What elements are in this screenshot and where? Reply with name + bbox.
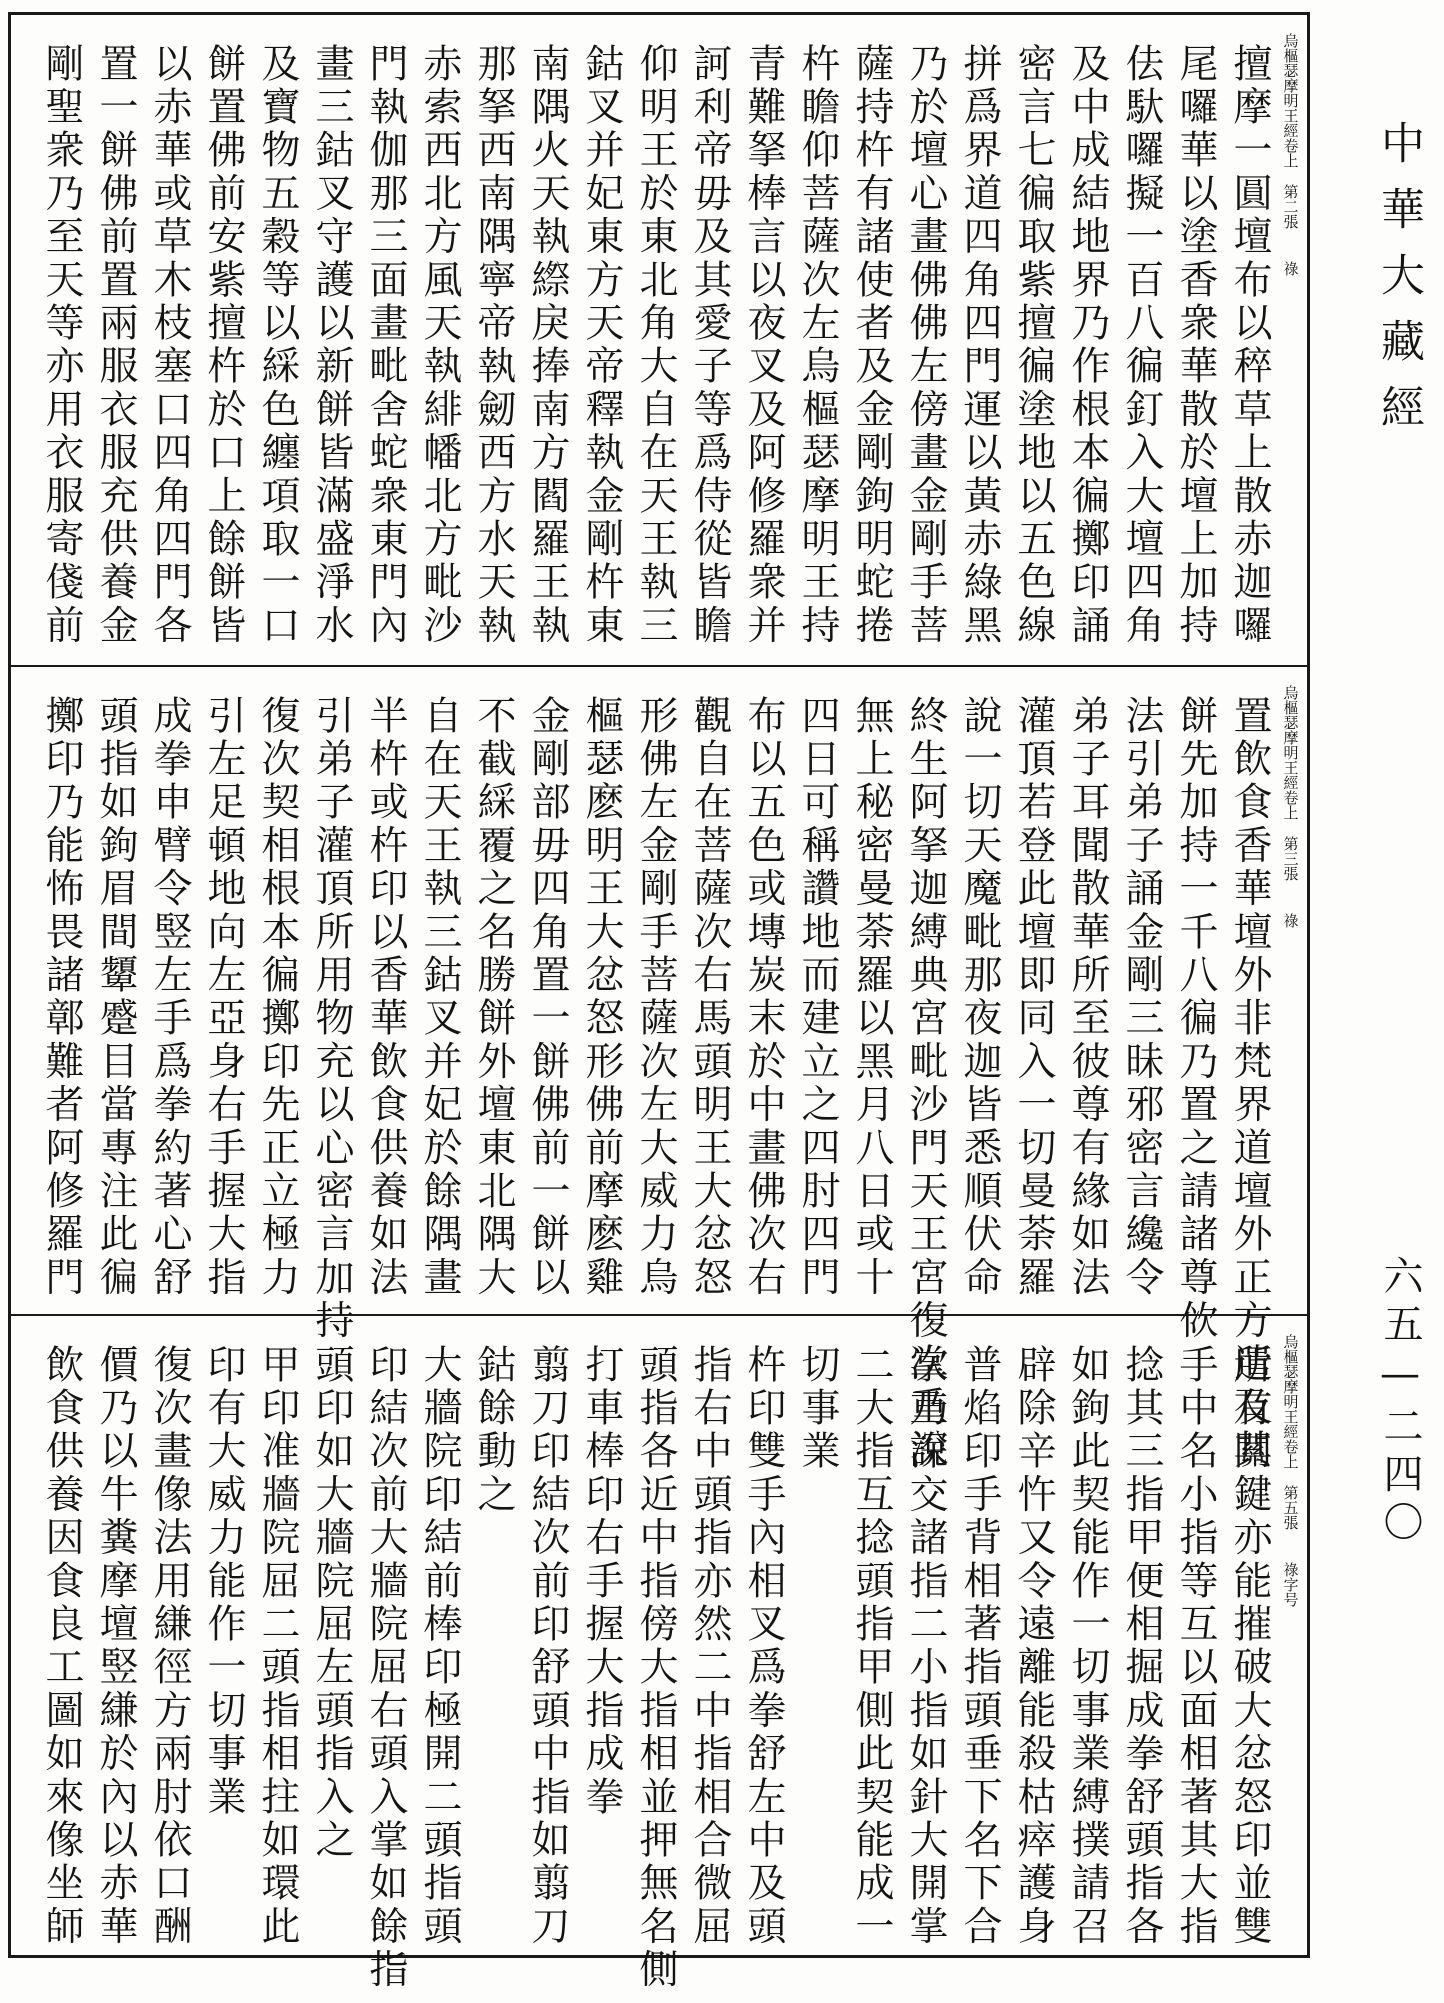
text-column: 門執伽那三面畫毗舍蛇衆東門內 (363, 43, 408, 648)
text-column: 四日可稱讚地而建立之四肘四門 (795, 695, 840, 1300)
text-column: 價乃以牛糞摩壇竪縑於內以赤華 (93, 1344, 138, 1949)
text-column: 飲食供養因食良工圖如來像坐師 (39, 1344, 84, 1949)
text-column: 觀自在菩薩次右馬頭明王大忿怒 (687, 695, 732, 1300)
panel-header-title: 烏樞瑟摩明王經卷上 (1281, 685, 1300, 820)
text-column: 赤索西北方風天執緋幡北方毗沙 (417, 43, 462, 648)
text-column: 薩持杵有諸使者及金剛鉤明蛇捲 (849, 43, 894, 648)
page-frame (8, 12, 1310, 1992)
text-column: 尾囉華以塗香衆華散於壇上加持 (1173, 43, 1218, 648)
text-column: 杵瞻仰菩薩次左烏樞瑟摩明王持 (795, 43, 840, 648)
scripture-title: 中華大藏經 (1373, 120, 1424, 450)
text-column: 大牆院印結前棒印極開二頭指頭 (417, 1344, 462, 1949)
text-column: 灌頂若登此壇即同入一切曼荼羅 (1011, 695, 1056, 1300)
text-column: 訶利帝毋及其愛子等爲侍從皆瞻 (687, 43, 732, 648)
text-column: 金剛部毋四角置一餅佛前一餅以 (525, 695, 570, 1300)
panel-header-mark: 祿 (1281, 261, 1300, 276)
text-column: 剛聖衆乃至天等亦用衣服寄俴前 (39, 43, 84, 648)
text-column: 法引弟子誦金剛三昧邪密言纔令 (1119, 695, 1164, 1300)
text-column: 引左足頓地向左亞身右手握大指 (201, 695, 246, 1300)
text-column: 終生阿拏迦縛典宮毗沙門天王宮復次重說 (903, 695, 948, 1473)
text-column: 密言七徧取紫擅徧塗地以五色線 (1011, 43, 1056, 648)
text-column: 所有關鍵亦能摧破大忿怒印並雙 (1227, 1344, 1272, 1949)
text-column: 青難拏棒言以夜叉及阿修羅衆并 (741, 43, 786, 648)
text-column: 說一切天魔毗那夜迦皆悉順伏命 (957, 695, 1002, 1300)
panel-header (1275, 1334, 1305, 1934)
text-column: 餅置佛前安紫擅杵於口上餘餅皆 (201, 43, 246, 648)
text-column: 指右中頭指亦然二中指相合微屈 (687, 1344, 732, 1949)
text-column: 半杵或杵印以香華飲食供養如法 (363, 695, 408, 1300)
text-column: 切事業 (795, 1344, 840, 1474)
text-column: 掌乃深交諸指二小指如針大開掌 (903, 1344, 948, 1949)
text-column: 布以五色或塼炭末於中畫佛次右 (741, 695, 786, 1300)
text-column: 捻其三指甲便相掘成拳舒頭指各 (1119, 1344, 1164, 1949)
text-column: 如鉤此契能作一切事業縛撲請召 (1065, 1344, 1110, 1949)
text-column: 二大指互捻頭指甲側此契能成一 (849, 1344, 894, 1949)
text-column: 及中成結地界乃作根本徧擲印誦 (1065, 43, 1110, 648)
text-column: 甲印准牆院屈二頭指相拄如環此 (255, 1344, 300, 1949)
text-column: 翦刀印結次前印舒頭中指如翦刀 (525, 1344, 570, 1949)
text-column: 不截綵覆之名勝餅外壇東北隅大 (471, 695, 516, 1300)
text-column: 南隅火天執縩戾捧南方閻羅王執 (525, 43, 570, 648)
text-column: 置一餅佛前置兩服衣服充供養金 (93, 43, 138, 648)
text-column: 杵印雙手內相叉爲拳舒左中及頭 (741, 1344, 786, 1949)
text-column: 仰明王於東北角大自在天王執三 (633, 43, 678, 648)
text-column: 引弟子灌頂所用物充以心密言加持 (309, 695, 354, 1343)
text-column: 復次畫像法用縑徑方兩肘依口酬 (147, 1344, 192, 1949)
panel-header-sheet: 第五張 (1281, 1485, 1300, 1530)
text-column: 及寶物五穀等以綵色纏項取一口 (255, 43, 300, 648)
text-column: 鈷叉并妃東方天帝釋執金剛杵東 (579, 43, 624, 648)
panel-bottom (11, 1314, 1307, 1992)
text-column: 無上秘密曼荼羅以黑月八日或十 (849, 695, 894, 1300)
text-column: 印結次前大牆院屈右頭入掌如餘指 (363, 1344, 408, 1992)
text-column: 頭指各近中指傍大指相並押無名側 (633, 1344, 678, 1992)
text-column: 那拏西南隅寧帝執劒西方水天執 (471, 43, 516, 648)
text-columns (39, 43, 1272, 648)
panel-header-sheet: 第三張 (1281, 836, 1300, 881)
text-column: 成拳申臂令竪左手爲拳約著心舒 (147, 695, 192, 1300)
panel-header-title: 烏樞瑟摩明王經卷上 (1281, 1334, 1300, 1469)
panel-header-title: 烏樞瑟摩明王經卷上 (1281, 33, 1300, 168)
text-column: 置飲食香華壇外非梵界道壇外正方遣及其 (1227, 695, 1272, 1473)
text-column: 餅先加持一千八徧乃置之請諸尊佽 (1173, 695, 1218, 1343)
text-columns (39, 1344, 1272, 1992)
text-column: 辟除辛忤又令遠離能殺枯瘁護身 (1011, 1344, 1056, 1949)
text-column: 弟子耳聞散華所至彼尊有緣如法 (1065, 695, 1110, 1300)
text-column: 乃於壇心畫佛佛左傍畫金剛手菩 (903, 43, 948, 648)
panel-header-mark: 祿 (1281, 913, 1300, 928)
panel-header (1275, 685, 1305, 1285)
text-column: 擲印乃能怖畏諸鄣難者阿修羅門 (39, 695, 84, 1300)
panel-top (11, 15, 1307, 665)
text-column: 普焰印手背相著指頭垂下名下合 (957, 1344, 1002, 1949)
text-column: 手中名小指等互以面相著其大指 (1173, 1344, 1218, 1949)
panel-header (1275, 33, 1305, 633)
text-column: 頭印如大牆院屈左頭指入之 (309, 1344, 354, 1863)
text-column: 畫三鈷叉守護以新餅皆滿盛淨水 (309, 43, 354, 648)
text-column: 鈷餘動之 (471, 1344, 516, 1517)
text-column: 拼爲界道四角四門運以黃赤綠黑 (957, 43, 1002, 648)
panel-header-mark: 祿字号 (1281, 1562, 1300, 1607)
page-number: 六五—二四〇 (1377, 1255, 1423, 1549)
text-column: 打車棒印右手握大指成拳 (579, 1344, 624, 1820)
text-column: 形佛左金剛手菩薩次左大威力烏 (633, 695, 678, 1300)
text-column: 印有大威力能作一切事業 (201, 1344, 246, 1820)
text-column: 樞瑟麽明王大忿怒形佛前摩麽雞 (579, 695, 624, 1300)
text-column: 以赤華或草木枝塞口四角四門各 (147, 43, 192, 648)
panel-header-sheet: 第二張 (1281, 184, 1300, 229)
text-column: 擅摩一圓壇布以稡草上散赤迦囉 (1227, 43, 1272, 648)
text-column: 頭指如鉤眉間顰蹙目當專注此徧 (93, 695, 138, 1300)
text-column: 復次契相根本徧擲印先正立極力 (255, 695, 300, 1300)
text-column: 佉馱囉擬一百八徧釘入大壇四角 (1119, 43, 1164, 648)
text-column: 自在天王執三鈷叉并妃於餘隅畫 (417, 695, 462, 1300)
